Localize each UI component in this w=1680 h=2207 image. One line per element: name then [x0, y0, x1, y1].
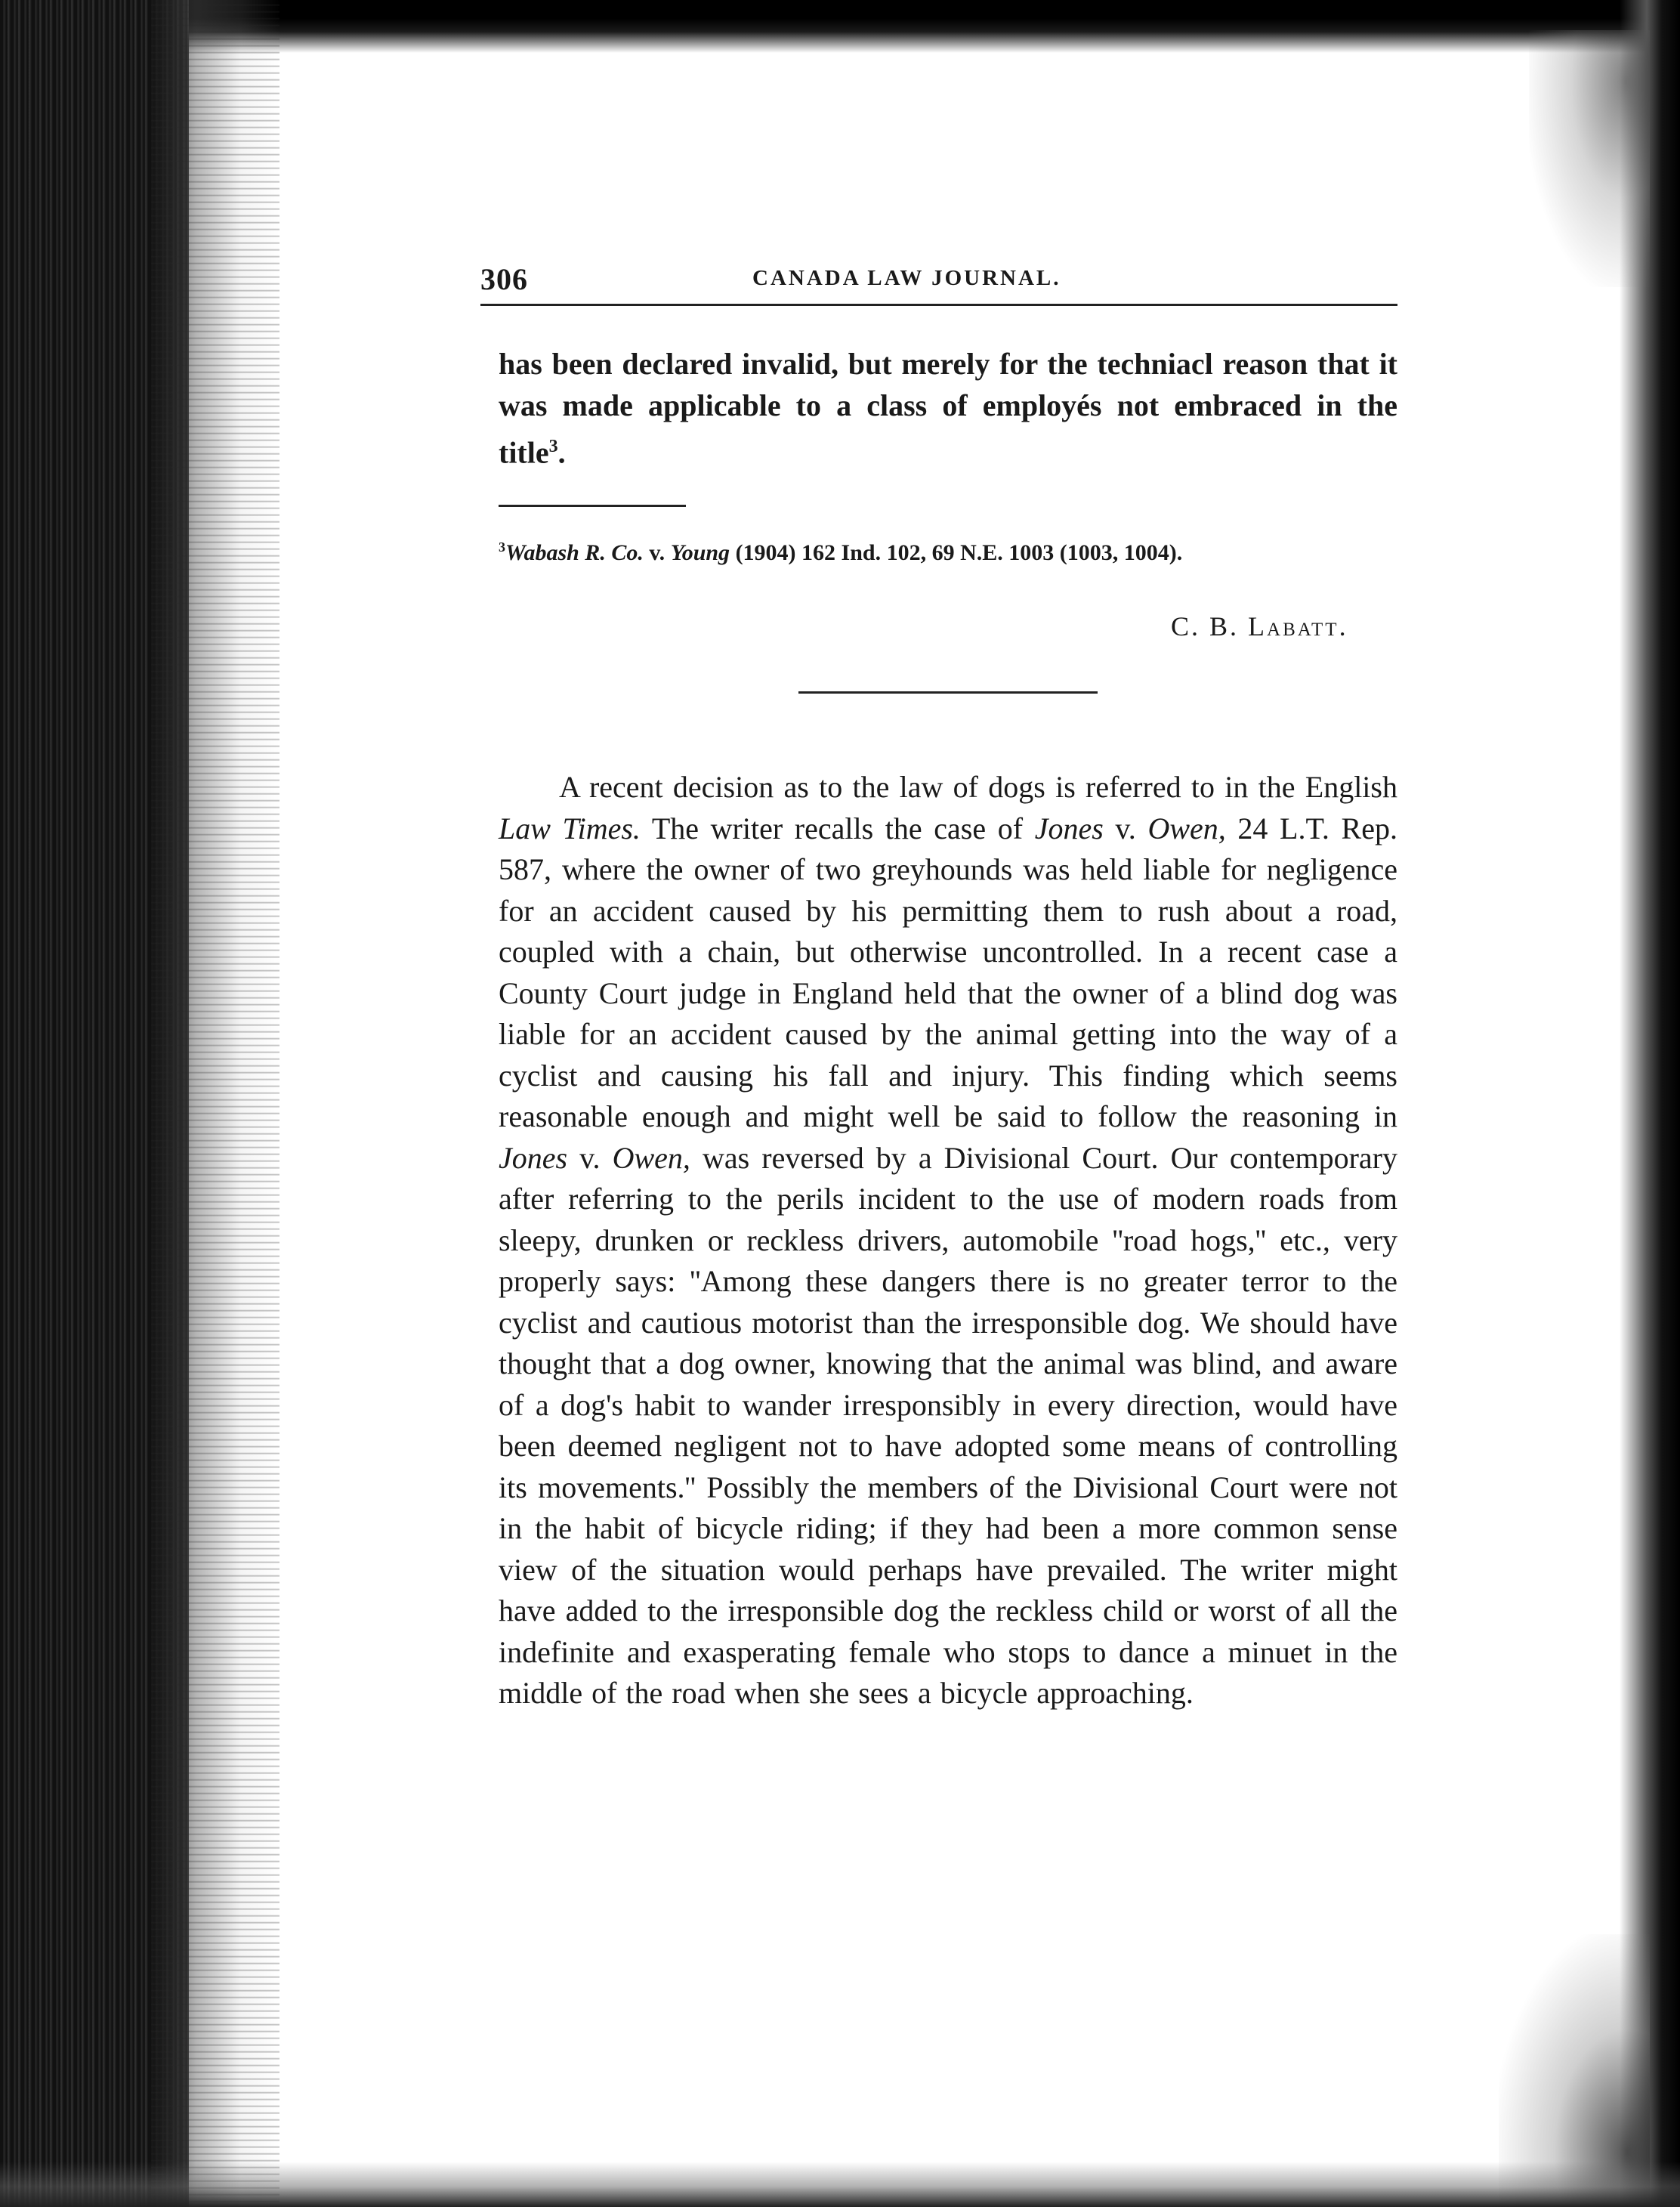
article-text-3: 24 L.T. Rep. 587, where the owner of two greyhounds was held liable for negligence for an accident caused by his permitting them to rush about a road, coupled with a chain, but otherwise uncontrolled. In a recent case a County Court judge in England held that the owner of a blind dog was liable for an accident caused by the animal getting into the way of a cyclist and causing his fall and injury. This finding which seems reasonable enough and might well be said to follow the reasoning in: [499, 811, 1397, 1133]
page-number: 306: [480, 262, 528, 296]
article-law-times: Law Times.: [499, 811, 641, 845]
footnote: [499, 530, 1397, 570]
scan-border-bottom: [0, 2162, 1680, 2207]
author-signature: [1171, 610, 1348, 642]
carryover-end: .: [557, 435, 566, 470]
author-initials: C. B.: [1171, 611, 1249, 641]
footnote-rule: [499, 505, 686, 507]
author-surname: Labatt.: [1248, 611, 1348, 641]
article-owen-2: Owen,: [612, 1140, 690, 1175]
article-owen-1: Owen,: [1147, 811, 1226, 845]
article-paragraph: [499, 767, 1397, 1714]
running-head: CANADA LAW JOURNAL.: [752, 266, 1061, 290]
scan-smudge-top-right: [1529, 30, 1650, 287]
footnote-party: Young: [670, 540, 730, 565]
footnote-reference: 3: [548, 437, 558, 456]
article-text-1: A recent decision as to the law of dogs is referred to in the English: [559, 770, 1397, 804]
page-header: [480, 261, 1397, 299]
footnote-versus: v.: [643, 540, 671, 565]
section-divider: [798, 691, 1098, 694]
footnote-marker: 3: [499, 539, 505, 555]
article-jones-1: Jones: [1034, 811, 1104, 845]
carryover-text: has been declared invalid, but merely for the techniacl reason that it was made applicable to a class of employés not embraced in the title: [499, 347, 1397, 470]
scan-binding-shadow: [151, 0, 279, 2207]
carryover-paragraph: [499, 344, 1397, 474]
article-jones-2: Jones: [499, 1140, 568, 1175]
scan-border-right: [1620, 0, 1680, 2207]
footnote-case-name: Wabash R. Co.: [505, 540, 644, 565]
article-text-2: The writer recalls the case of: [640, 811, 1035, 845]
article-text-4: was reversed by a Divisional Court. Our contemporary after referring to the perils incident to the use of modern roads from sleepy, drunken or reckless drivers, automobile ''road hogs,'' etc., very properly says: ''Among these dangers there is no greater terror to the cyclist and cautious motorist than the irresponsible dog. We should have thought that a dog owner, knowing that the animal was blind, and aware of a dog's habit to wander irresponsibly in every direction, would have been deemed negligent not to have adopted some means of controlling its movements.'' Possibly the members of the Divisional Court were not in the habit of bicycle riding; if they had been a more common sense view of the situation would perhaps have prevailed. The writer might have added to the irresponsible dog the reckless child or worst of all the indefinite and exasperating female who stops to dance a minuet in the middle of the road when she sees a bicycle approaching.: [499, 1140, 1397, 1710]
header-rule: [480, 304, 1397, 306]
footnote-citation: (1904) 162 Ind. 102, 69 N.E. 1003 (1003, 1004).: [730, 540, 1183, 565]
article-versus-1: v.: [1103, 811, 1148, 845]
article-versus-2: v.: [567, 1140, 613, 1175]
